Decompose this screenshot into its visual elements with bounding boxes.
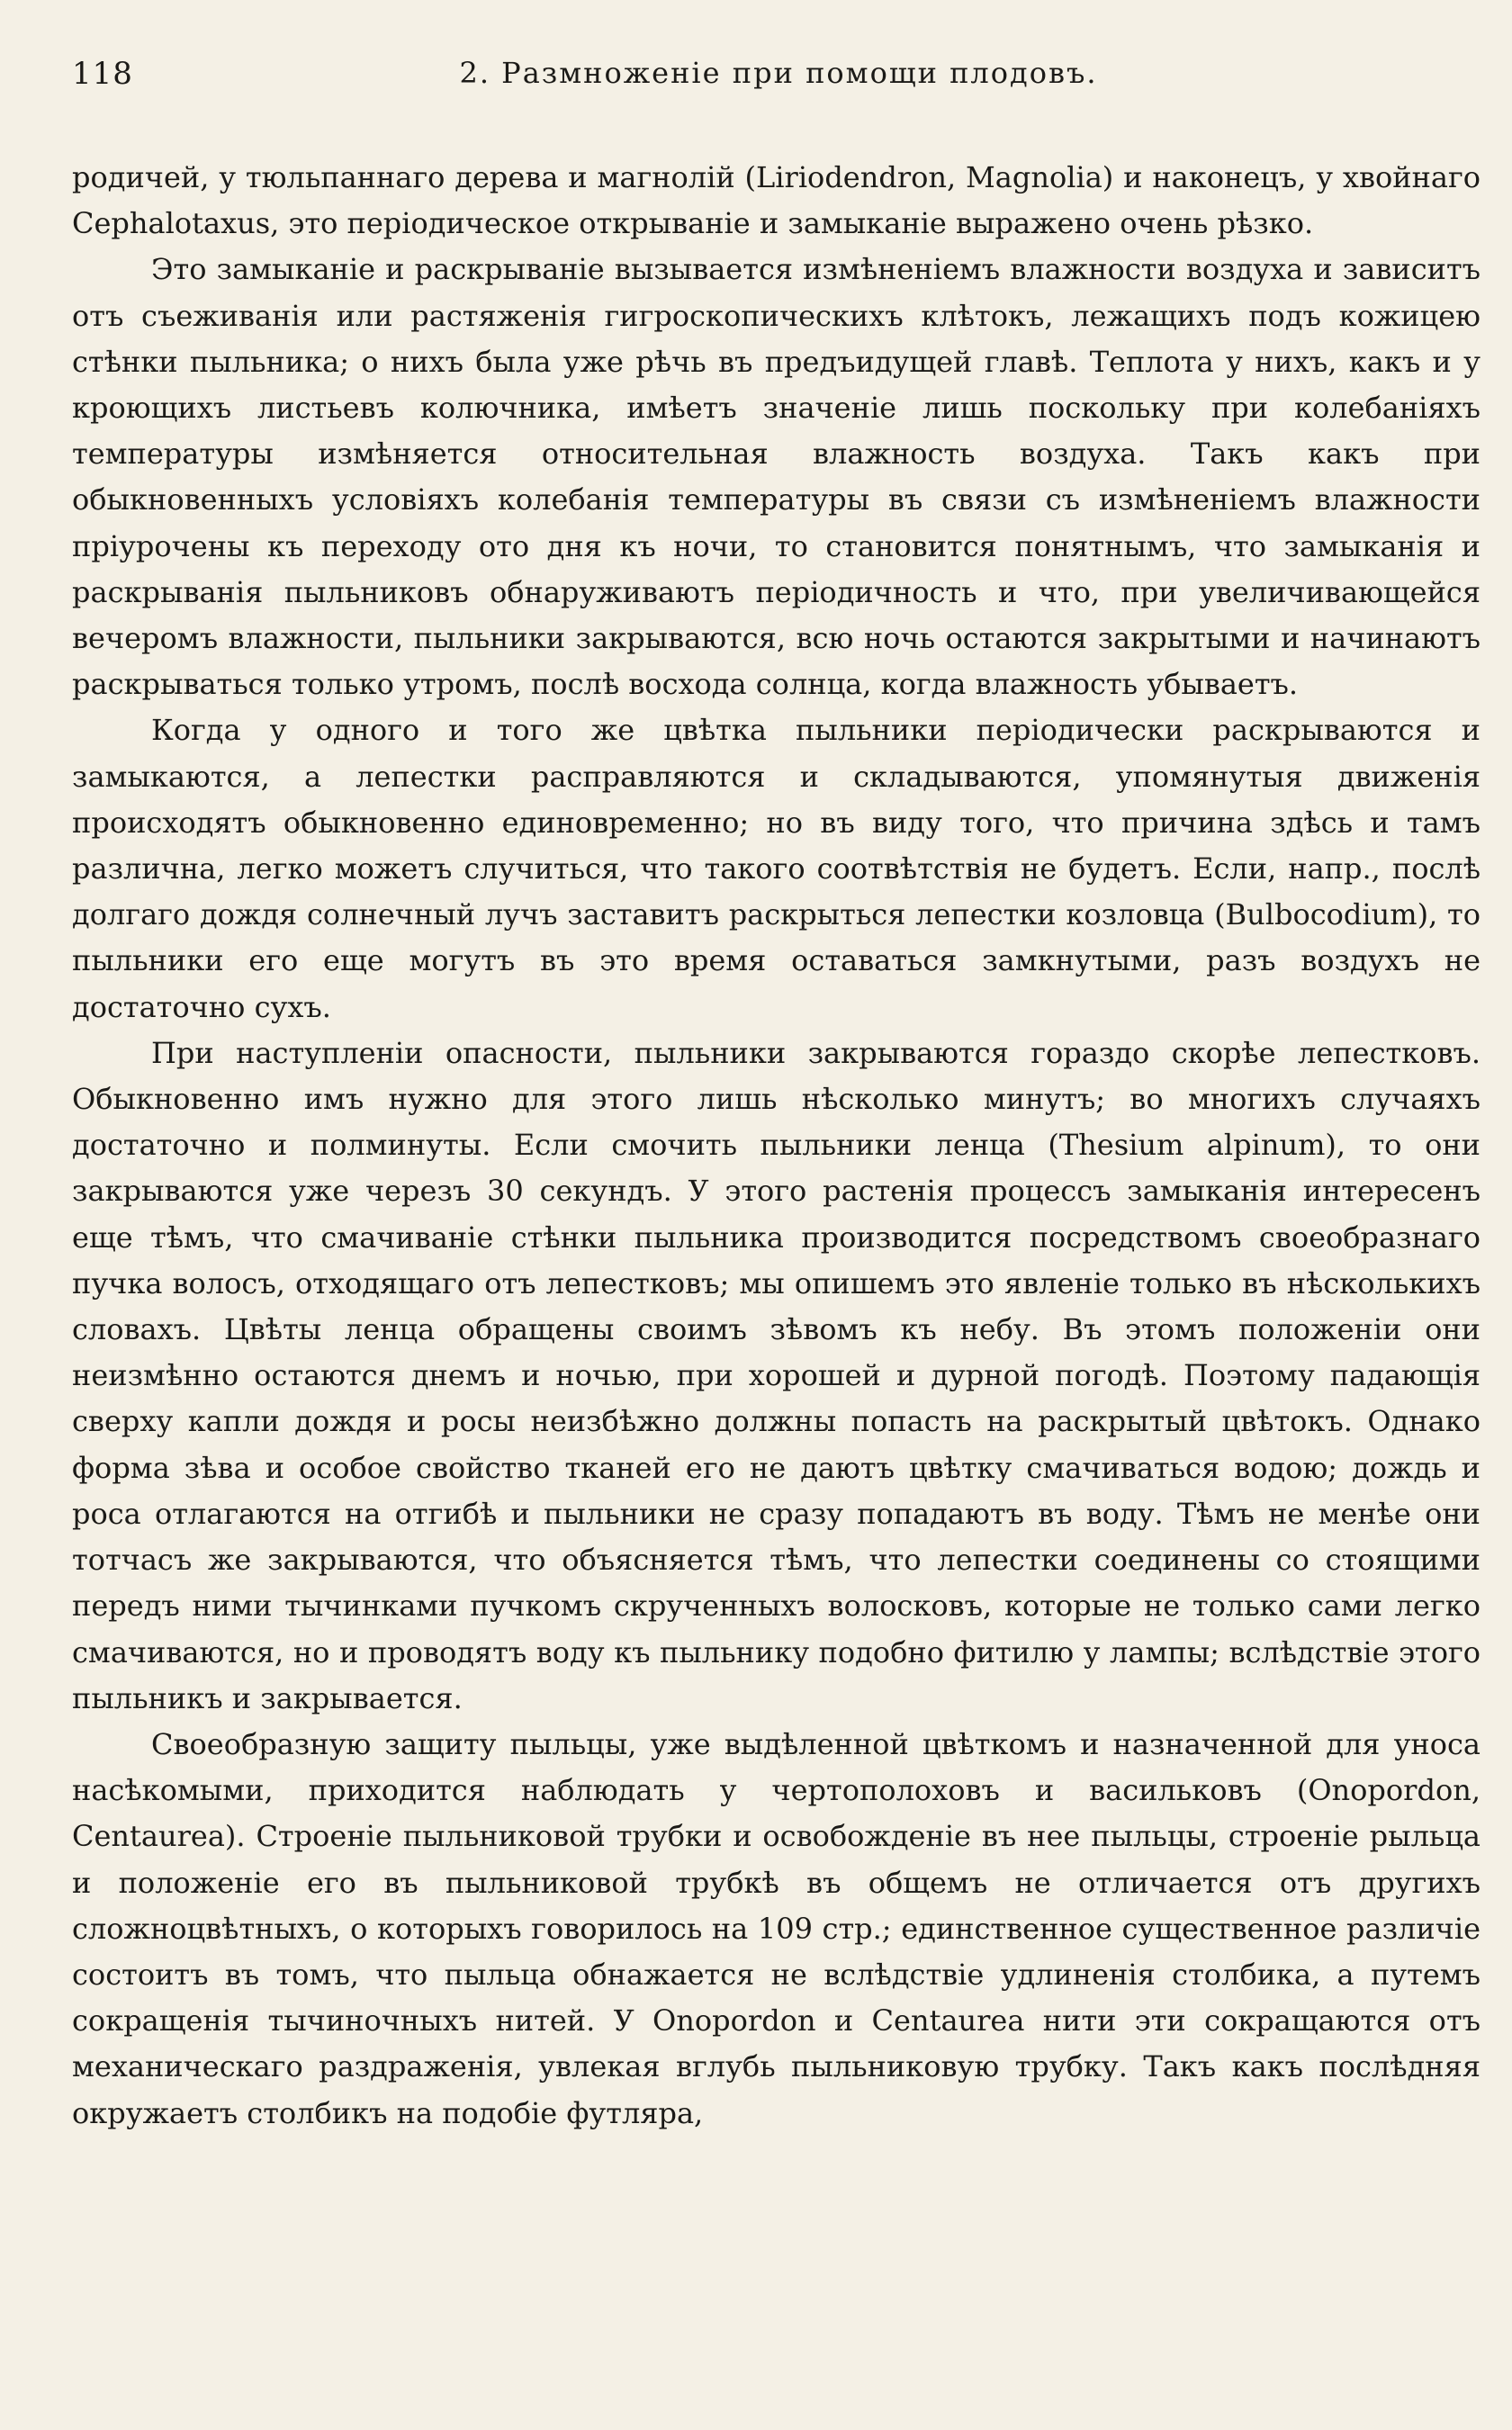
paragraph: При наступленіи опасности, пыльники закрываются гораздо скорѣе лепестковъ. Обыкновенно имъ нужно для этого лишь нѣсколько минутъ; во многихъ случаяхъ достаточно и полминуты. Если смочить пыльники ленца (Thesium alpinum), то они закрываются уже черезъ 30 секундъ. У этого растенія процессъ замыканія интересенъ еще тѣмъ, что смачиваніе стѣнки пыльника производится посредствомъ своеобразнаго пучка волосъ, отходящаго отъ лепестковъ; мы опишемъ это явленіе только въ нѣсколькихъ словахъ. Цвѣты ленца обращены своимъ зѣвомъ къ небу. Въ этомъ положеніи они неизмѣнно остаются днемъ и ночью, при хорошей и дурной погодѣ. Поэтому падающія сверху капли дождя и росы неизбѣжно должны попасть на раскрытый цвѣтокъ. Однако форма зѣва и особое свойство тканей его не даютъ цвѣтку смачиваться водою; дождь и роса отлагаются на отгибѣ и пыльники не сразу попадаютъ въ воду. Тѣмъ не менѣе они тотчасъ же закрываются, что объясняется тѣмъ, что лепестки соединены со стоящими передъ ними тычинками пучкомъ скрученныхъ волосковъ, которые не только сами легко смачиваются, но и проводятъ воду къ пыльнику подобно фитилю у лампы; вслѣдствіе этого пыльникъ и закрывается. [72,1035,1480,1715]
paragraph: родичей, у тюльпаннаго дерева и магнолій (Liriodendron, Magnolia) и наконецъ, у хвойнаго Cephalotaxus, это періодическое открываніе и замыканіе выражено очень рѣзко. [72,160,1480,241]
page-header [72,56,1485,110]
running-head: 2. Размноженіе при помощи плодовъ. [459,56,1098,90]
paragraph: Когда у одного и того же цвѣтка пыльники періодически раскрываются и замыкаются, а лепестки расправляются и складываются, упомянутыя движенія происходятъ обыкновенно единовременно; но въ виду того, что причина здѣсь и тамъ различна, легко можетъ случиться, что такого соотвѣтствія не будетъ. Если, напр., послѣ долгаго дождя солнечный лучъ заставитъ раскрыться лепестки козловца (Bulbocodium), то пыльники его еще могутъ въ это время оставаться замкнутыми, разъ воздухъ не достаточно сухъ. [72,713,1480,1024]
body-text [72,155,1480,2137]
paragraph: Своеобразную защиту пыльцы, уже выдѣленной цвѣткомъ и назначенной для уноса насѣкомыми, приходится наблюдать у чертополоховъ и васильковъ (Onopordon, Centaurea). Строеніе пыльниковой трубки и освобожденіе въ нее пыльцы, строеніе рыльца и положеніе его въ пыльниковой трубкѣ въ общемъ не отличается отъ другихъ сложноцвѣтныхъ, о которыхъ говорилось на 109 стр.; единственное существенное различіе состоитъ въ томъ, что пыльца обнажается не вслѣдствіе удлиненія столбика, а путемъ сокращенія тычиночныхъ нитей. У Onopordon и Centaurea нити эти сокращаются отъ механическаго раздраженія, увлекая вглубь пыльниковую трубку. Такъ какъ послѣдняя окружаетъ столбикъ на подобіе футляра, [72,1726,1480,2130]
page-number: 118 [72,56,133,92]
paragraph: Это замыканіе и раскрываніе вызывается измѣненіемъ влажности воздуха и зависитъ отъ съеживанія или растяженія гигроскопическихъ клѣтокъ, лежащихъ подъ кожицею стѣнки пыльника; о нихъ была уже рѣчь въ предъидущей главѣ. Теплота у нихъ, какъ и у кроющихъ листьевъ колючника, имѣетъ значеніе лишь поскольку при колебаніяхъ температуры измѣняется относительная влажность воздуха. Такъ какъ при обыкновенныхъ условіяхъ колебанія температуры въ связи съ измѣненіемъ влажности пріурочены къ переходу ото дня къ ночи, то становится понятнымъ, что замыканія и раскрыванія пыльниковъ обнаруживаютъ періодичность и что, при увеличивающейся вечеромъ влажности, пыльники закрываются, всю ночь остаются закрытыми и начинаютъ раскрываться только утромъ, послѣ восхода солнца, когда влажность убываетъ. [72,252,1480,702]
